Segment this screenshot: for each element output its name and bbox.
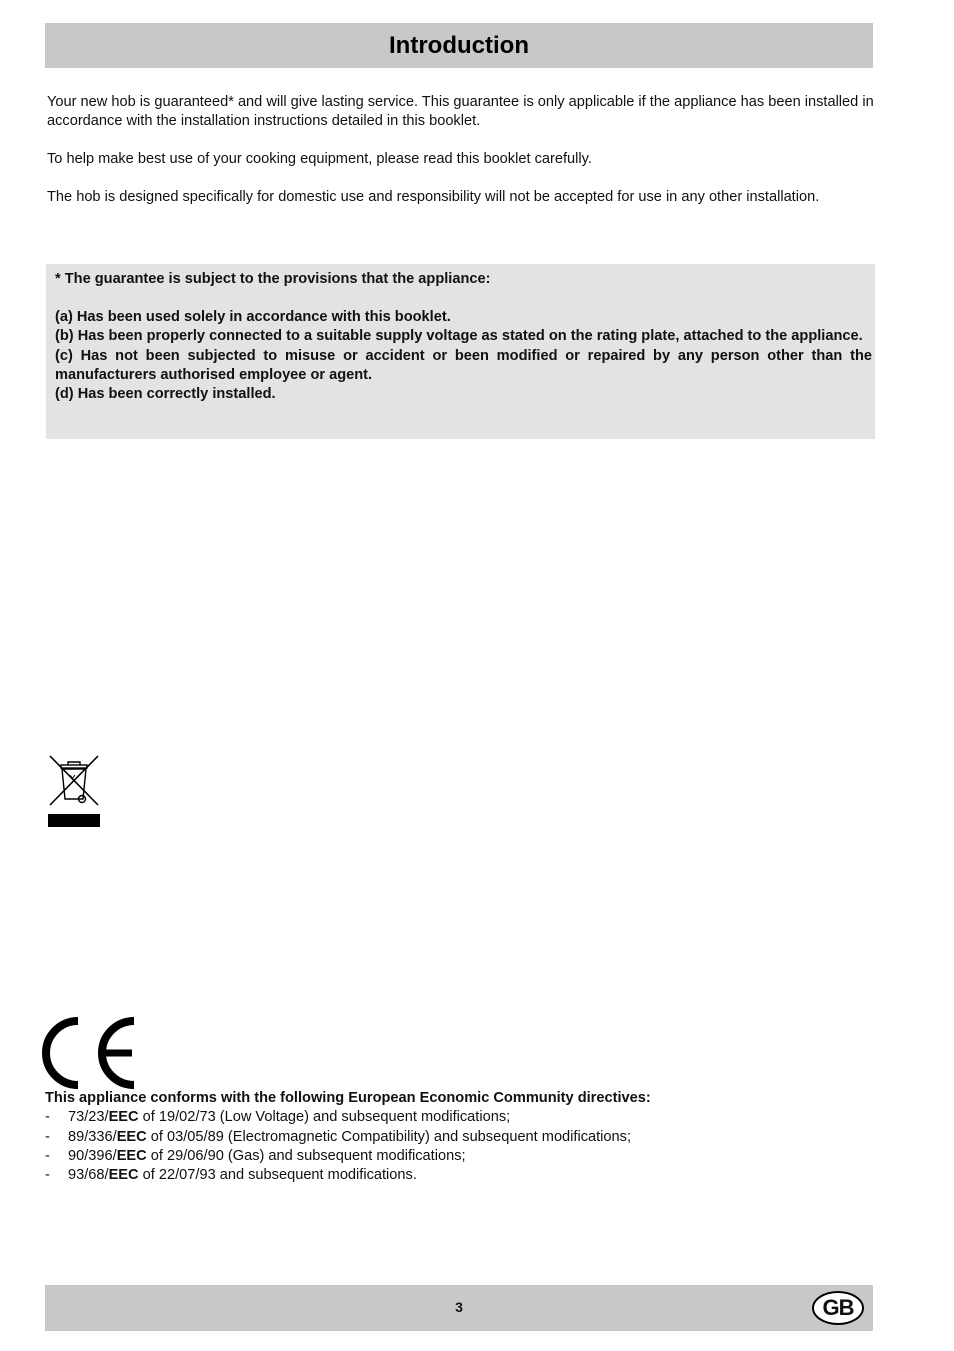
guarantee-item: (a) Has been used solely in accordance with this booklet. [55, 309, 451, 326]
guarantee-item: (c) Has not been subjected to misuse or accident or been modified or repaired by any person other than the manufacturers authorised employee or agent. [55, 347, 872, 383]
guarantee-item: (d) Has been correctly installed. [55, 386, 276, 403]
directives-heading: This appliance conforms with the following European Economic Community directives: [45, 1090, 651, 1106]
directive-text: of 29/06/90 (Gas) and subsequent modifications; [146, 1147, 466, 1164]
directive-code: EEC [108, 1109, 139, 1126]
directive-text: of 19/02/73 (Low Voltage) and subsequent modifications; [138, 1109, 511, 1126]
intro-paragraph: The hob is designed specifically for domestic use and responsibility will not be accepted for use in any other installation. [47, 189, 820, 205]
directive-item: - 73/23/EEC of 19/02/73 (Low Voltage) and subsequent modifications; [45, 1109, 511, 1126]
directives-list [45, 1108, 845, 1185]
directive-number: 89/336/ [68, 1128, 117, 1145]
directive-number: 90/396/ [68, 1147, 117, 1164]
guarantee-item: (b) Has been properly connected to a suitable supply voltage as stated on the rating plate, attached to the appliance. [55, 328, 863, 345]
title-bar [45, 23, 873, 68]
directive-number: 73/23/ [68, 1109, 109, 1126]
guarantee-intro: * The guarantee is subject to the provisions that the appliance: [55, 271, 491, 287]
intro-paragraph: Your new hob is guaranteed* and will give lasting service. This guarantee is only applicable if the appliance has been installed in accordance with the installation instructions detailed in this booklet. [47, 94, 874, 129]
directive-code: EEC [108, 1167, 139, 1184]
crossed-out-wheelie-bin-icon [46, 753, 102, 829]
directive-code: EEC [116, 1128, 147, 1145]
directive-text: of 03/05/89 (Electromagnetic Compatibility) and subsequent modifications; [146, 1128, 632, 1145]
directive-text: of 22/07/93 and subsequent modifications. [138, 1167, 417, 1184]
page-title: Introduction [389, 31, 529, 59]
footer-bar [45, 1285, 873, 1331]
directive-item: - 90/396/EEC of 29/06/90 (Gas) and subsequent modifications; [45, 1147, 466, 1164]
directive-code: EEC [116, 1147, 147, 1164]
intro-section [47, 93, 882, 226]
directives-section [45, 1089, 845, 1185]
page-number: 3 [455, 1299, 463, 1315]
directive-item: - 93/68/EEC of 22/07/93 and subsequent modifications. [45, 1167, 417, 1184]
directive-item: - 89/336/EEC of 03/05/89 (Electromagnetic Compatibility) and subsequent modifications; [45, 1128, 632, 1145]
country-badge: GB [812, 1291, 864, 1325]
guarantee-box [46, 264, 875, 439]
ce-mark-icon [42, 1017, 138, 1089]
intro-paragraph: To help make best use of your cooking equipment, please read this booklet carefully. [47, 151, 592, 167]
directive-number: 93/68/ [68, 1167, 109, 1184]
